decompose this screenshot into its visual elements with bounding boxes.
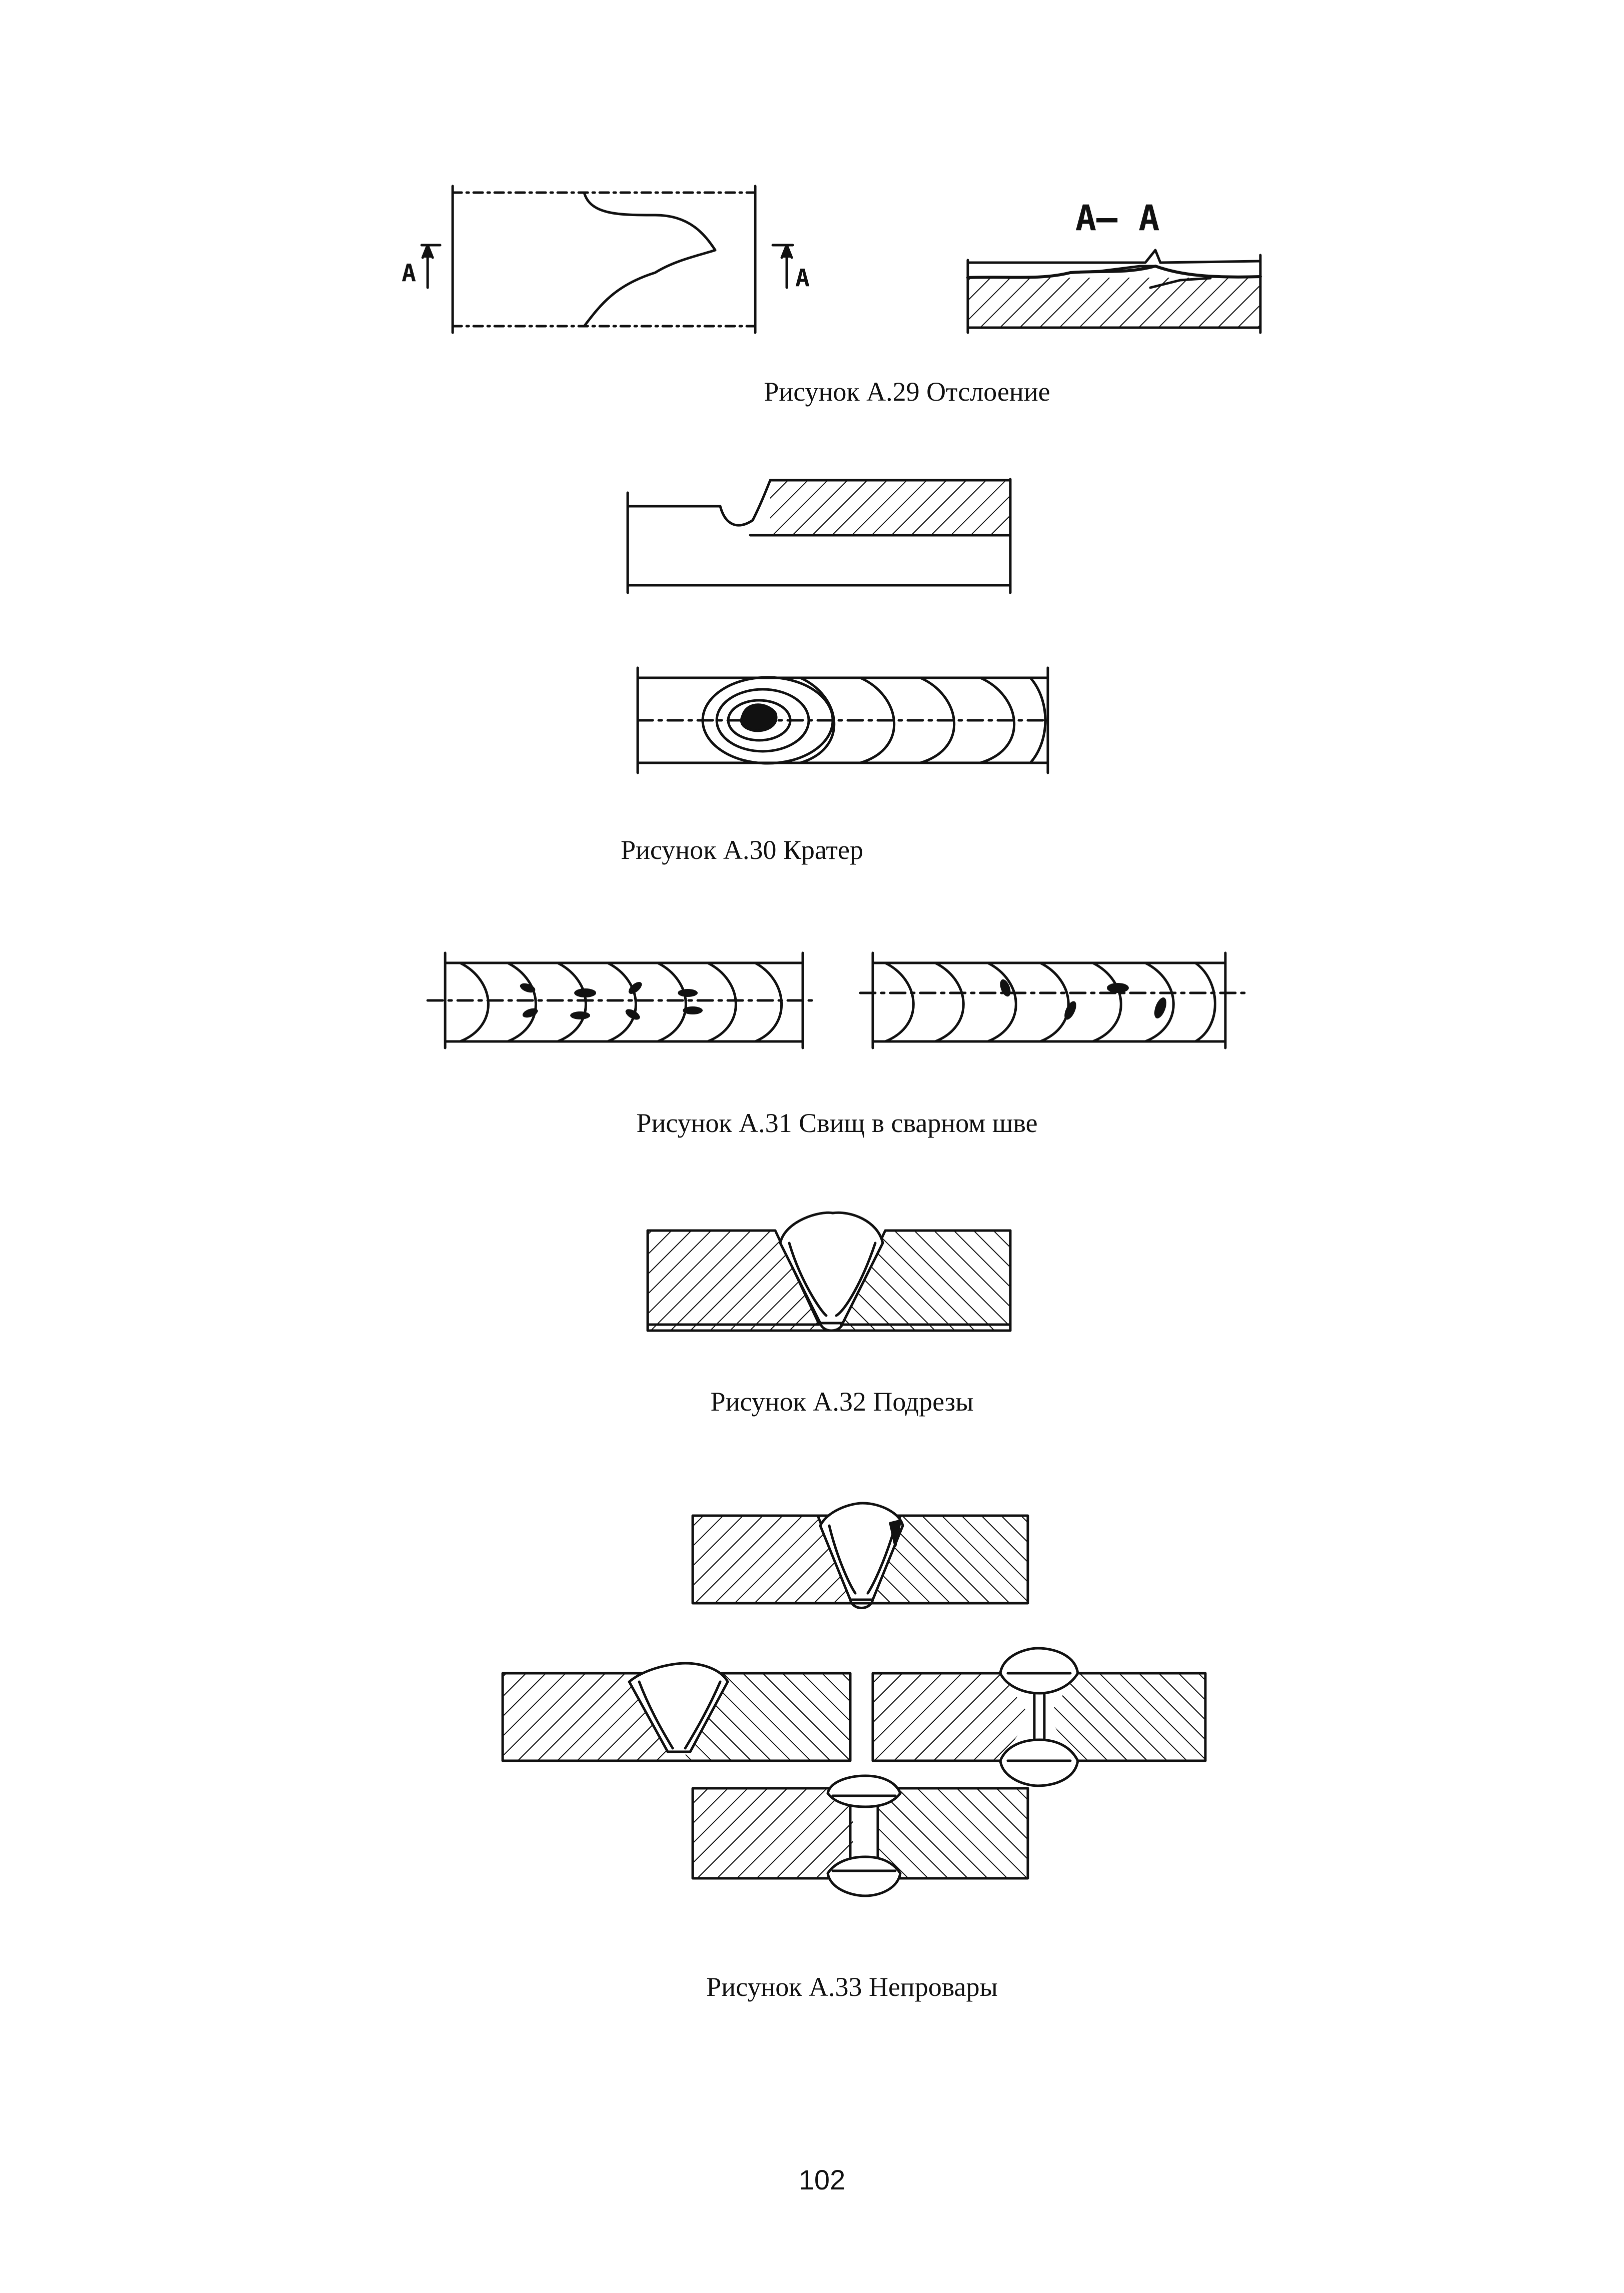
caption-a30: Рисунок А.30 Кратер xyxy=(621,835,863,865)
section-title: А– А xyxy=(1075,198,1160,239)
fig-a31-right xyxy=(860,953,1250,1048)
fig-a29-section xyxy=(968,250,1260,333)
section-mark-right: А xyxy=(795,264,810,292)
fig-a33-mid-left xyxy=(503,1663,850,1761)
fig-a33-mid-right xyxy=(873,1648,1205,1786)
caption-a29: Рисунок А.29 Отслоение xyxy=(764,377,1050,407)
fig-a32 xyxy=(648,1213,1010,1331)
caption-a31: Рисунок А.31 Свищ в сварном шве xyxy=(636,1108,1038,1138)
fig-a30-section xyxy=(628,479,1010,593)
fig-a30-plan xyxy=(638,668,1048,773)
fig-a29-plan xyxy=(422,186,793,333)
fig-a33-top xyxy=(693,1503,1028,1608)
fig-a33-bottom xyxy=(693,1776,1028,1896)
caption-a32: Рисунок А.32 Подрезы xyxy=(710,1387,974,1417)
section-mark-left: А xyxy=(402,259,416,287)
fig-a31-left xyxy=(428,953,813,1048)
page-number: 102 xyxy=(798,2164,846,2195)
caption-a33: Рисунок А.33 Непровары xyxy=(706,1972,998,2002)
